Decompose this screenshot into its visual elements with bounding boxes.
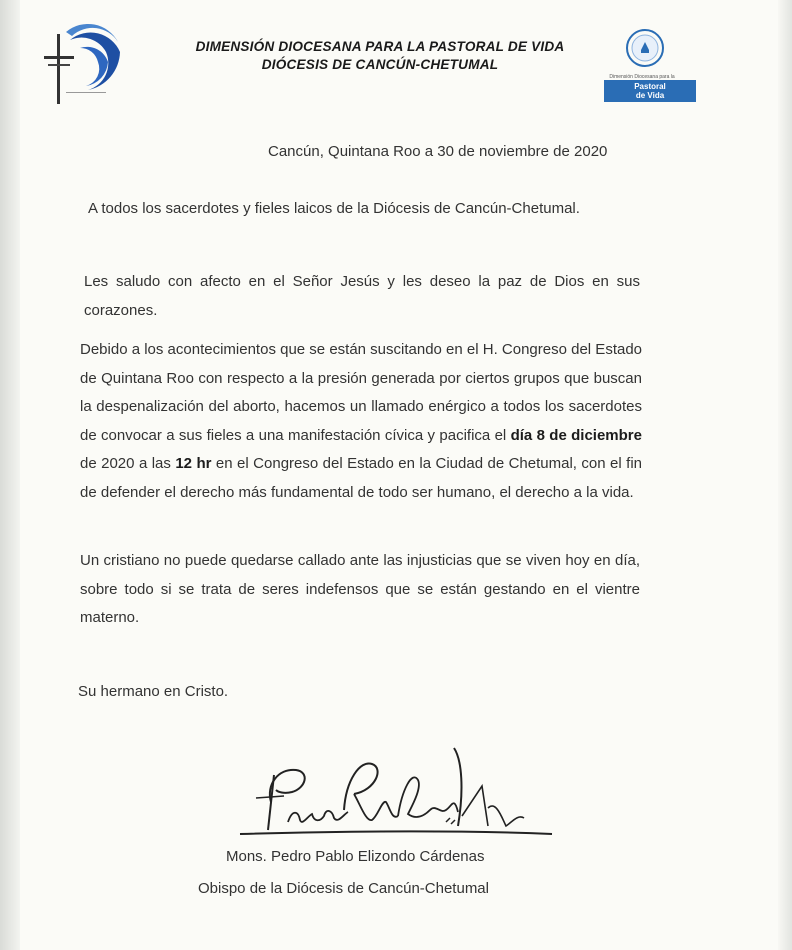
pastoral-logo-small-text: Dimensión Diocesana para la bbox=[609, 74, 675, 80]
event-date-highlight: día 8 de diciembre bbox=[510, 426, 642, 444]
page-shadow-left bbox=[0, 0, 20, 950]
letterhead-title bbox=[160, 38, 600, 74]
paragraph-2-text-a: Debido a los acontecimientos que se están suscitando en el H. Congreso del Estado de Quintana Roo con respecto a la presión generada por ciertos grupos que buscan la despenalización del aborto, hacemos un llamado enérgico a todos los sacerdotes de convocar a sus fieles a una manifestación cívica y pacifica el bbox=[80, 341, 643, 444]
pastoral-vida-logo-icon bbox=[600, 22, 700, 104]
page-shadow-right bbox=[778, 0, 792, 950]
pastoral-badge-line-2: de Vida bbox=[635, 91, 665, 100]
paragraph-2-text-b: de 2020 a las bbox=[80, 455, 176, 472]
letter-recipients: A todos los sacerdotes y fieles laicos de la Diócesis de Cancún-Chetumal. bbox=[88, 200, 580, 217]
paragraph-greeting: Les saludo con afecto en el Señor Jesús y les deseo la paz de Dios en sus corazones. bbox=[84, 273, 640, 319]
letter-date: Cancún, Quintana Roo a 30 de noviembre de 2020 bbox=[268, 143, 608, 160]
paragraph-reflection: Un cristiano no puede quedarse callado ante las injusticias que se viven hoy en día, sobre todo si se trata de seres indefensos que se están gestando en el vientre materno. bbox=[80, 552, 640, 626]
event-time-highlight: 12 hr bbox=[175, 455, 212, 472]
diocese-cross-logo-icon bbox=[36, 12, 126, 107]
letterhead-line-2: DIÓCESIS DE CANCÚN-CHETUMAL bbox=[261, 57, 499, 72]
pastoral-badge-line-1: Pastoral bbox=[634, 82, 666, 91]
letter-closing: Su hermano en Cristo. bbox=[78, 683, 229, 700]
paragraph-call-to-action bbox=[80, 336, 642, 507]
signatory-name: Mons. Pedro Pablo Elizondo Cárdenas bbox=[226, 848, 485, 865]
paragraph-2-text-c: en el Congreso del Estado en la Ciudad de Chetumal, con el fin de defender el derecho más fundamental de todo ser humano, el derecho a la vida. bbox=[80, 455, 642, 501]
signatory-title: Obispo de la Diócesis de Cancún-Chetumal bbox=[198, 880, 489, 897]
letterhead-line-1: DIMENSIÓN DIOCESANA PARA LA PASTORAL DE VIDA bbox=[195, 39, 565, 54]
handwritten-signature-icon bbox=[226, 730, 566, 850]
